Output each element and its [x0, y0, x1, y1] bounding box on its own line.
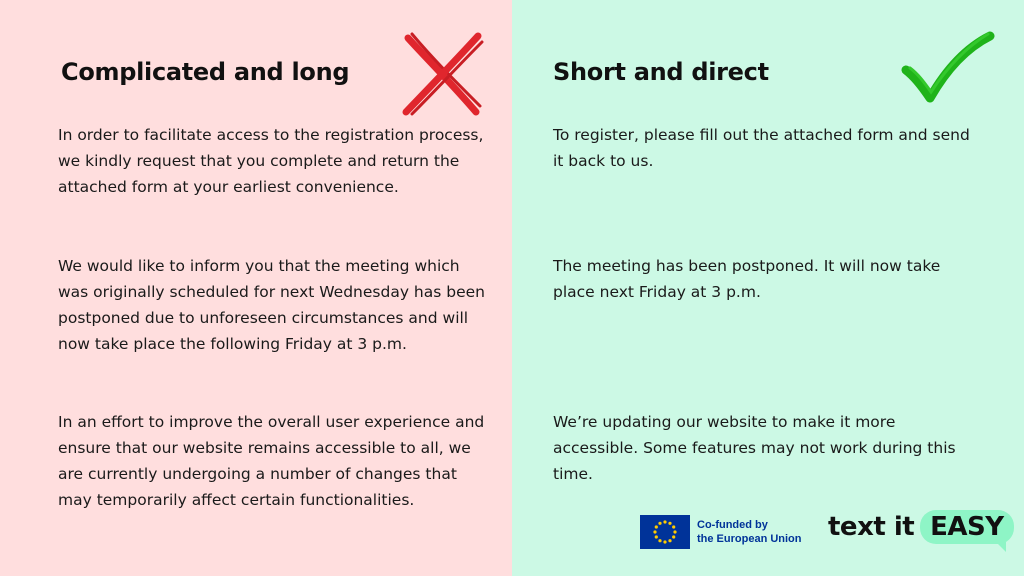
complicated-heading: Complicated and long: [61, 58, 350, 86]
brand-text: text it: [828, 512, 915, 542]
complicated-paragraph-website: In an effort to improve the overall user experience and ensure that our website remains accessible to all, we are currently undergoing a number of changes that may temporarily affect certain functionalities.: [58, 413, 485, 509]
green-check-icon: [900, 30, 996, 106]
red-x-icon: [398, 30, 484, 116]
direct-panel: [512, 0, 1024, 576]
direct-paragraph-registration: To register, please fill out the attached form and send it back to us.: [553, 126, 970, 170]
eu-cofunded-logo: [640, 515, 802, 549]
complicated-paragraph-meeting: We would like to inform you that the meeting which was originally scheduled for next Wednesday has been postponed due to unforeseen circumstances and will now take place the following Friday at 3 p.m.: [58, 257, 485, 353]
direct-paragraph-website: We’re updating our website to make it more accessible. Some features may not work during this time.: [553, 413, 956, 483]
speech-bubble-tail: [996, 542, 1006, 552]
complicated-paragraph-registration: In order to facilitate access to the registration process, we kindly request that you complete and return the attached form at your earliest convenience.: [58, 126, 484, 196]
direct-heading: Short and direct: [553, 58, 769, 86]
brand-speech-bubble: [920, 510, 1013, 544]
eu-line-2: the European Union: [697, 533, 802, 545]
brand-highlight: EASY: [930, 512, 1004, 542]
eu-line-1: Co-funded by: [697, 519, 768, 531]
eu-flag-icon: [640, 515, 690, 549]
direct-paragraph-meeting: The meeting has been postponed. It will now take place next Friday at 3 p.m.: [553, 257, 941, 301]
text-it-easy-logo: [828, 510, 1014, 544]
